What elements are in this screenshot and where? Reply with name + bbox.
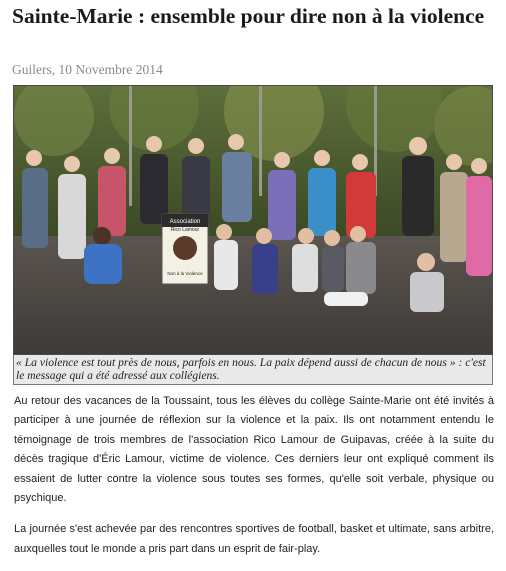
fence-pole [129, 86, 132, 206]
article-title: Sainte-Marie : ensemble pour dire non à la violence [12, 4, 485, 28]
poster-line-1: Association [169, 219, 201, 225]
fence-pole [259, 86, 262, 196]
group-photo-illustration [14, 86, 493, 355]
poster-line-3: Non à la Violence [167, 271, 203, 276]
article-body [14, 392, 494, 571]
association-poster [162, 214, 208, 284]
paragraph: La journée s'est achevée par des rencontres sportives de football, basket et ultimate, sans arbitre, auxquelles tout le monde a pris part dans un esprit de fair-play. [14, 523, 494, 555]
article-dateline: Guilers, 10 Novembre 2014 [12, 62, 163, 77]
group-photo[interactable] [13, 85, 493, 355]
paragraph: Au retour des vacances de la Toussaint, tous les élèves du collège Sainte-Marie ont été invités à participer à une journée de réflexion sur la violence et la paix. Ils ont notamment entendu le témoignage de trois membres de l'association Rico Lamour de Guipavas, créée à la suite du décès tragique d'Éric Lamour, victime de violence. Ces derniers leur ont expliqué comment ils essaient de lutter contre la violence sous toutes ses formes, qu'elle soit verbale, physique ou psychique. [14, 395, 494, 505]
photo-caption: « La violence est tout près de nous, parfois en nous. La paix dépend aussi de chacun de nous » : c'est le message qui a été adressé aux collégiens. [13, 355, 493, 385]
poster-line-2: Rico Lamour [170, 227, 200, 233]
